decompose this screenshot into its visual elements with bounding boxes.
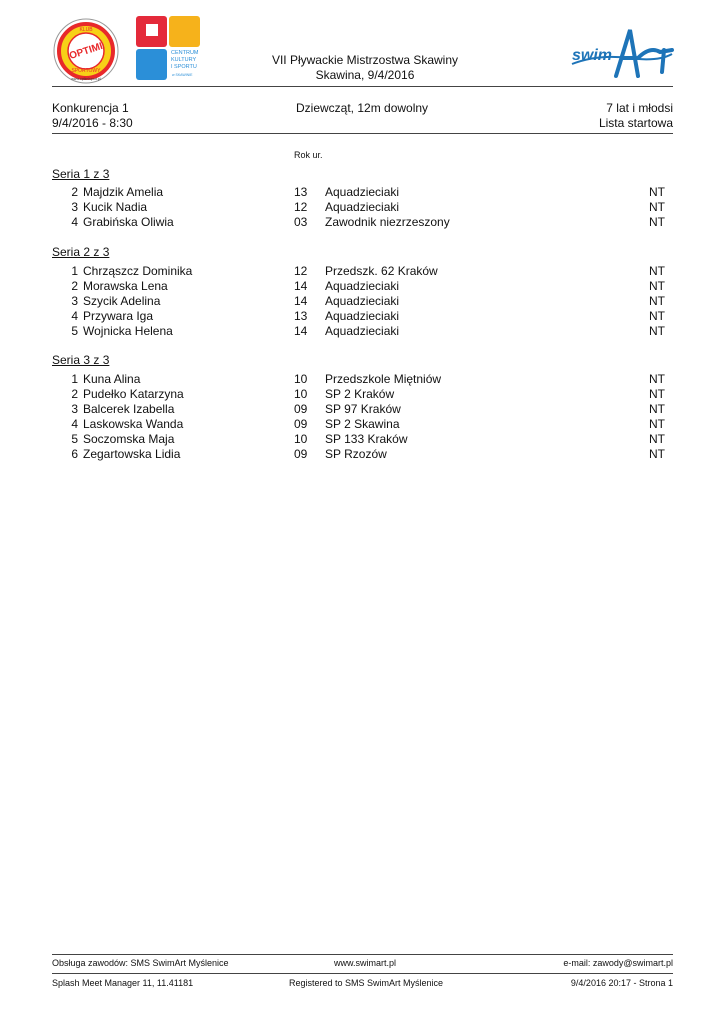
lane: 5: [71, 432, 78, 446]
birth-year: 09: [294, 447, 308, 461]
table-row: [52, 279, 673, 294]
club: Przedszk. 62 Kraków: [325, 264, 438, 278]
swimmer-name: Chrząszcz Dominika: [83, 264, 193, 278]
svg-text:w SKAWINIE: w SKAWINIE: [172, 73, 193, 77]
heat-3: [52, 353, 673, 462]
birth-year: 10: [294, 387, 308, 401]
table-row: [52, 432, 673, 447]
lane: 4: [71, 417, 78, 431]
event-number: Konkurencja 1: [52, 101, 129, 115]
birth-year: 10: [294, 432, 308, 446]
lane: 2: [71, 387, 78, 401]
footer-divider-bottom: [52, 973, 673, 974]
event-list-type: Lista startowa: [598, 116, 673, 130]
swimmer-name: Soczomska Maja: [83, 432, 175, 446]
swimmer-name: Zegartowska Lidia: [83, 447, 181, 461]
swimmer-name: Przywara Iga: [83, 309, 154, 323]
footer-service: Obsługa zawodów: SMS SwimArt Myślenice: [52, 958, 229, 968]
lane: 5: [71, 324, 78, 338]
swimmer-name: Kuna Alina: [83, 372, 141, 386]
birth-year: 14: [294, 294, 308, 308]
club: Aquadzieciaki: [325, 324, 400, 338]
ckis-logo: [136, 16, 202, 82]
footer-email: e-mail: zawody@swimart.pl: [563, 958, 673, 968]
event-info-right: [599, 101, 673, 131]
meet-subtitle: Skawina, 9/4/2016: [315, 68, 415, 82]
swimmer-name: Pudełko Katarzyna: [83, 387, 184, 401]
svg-text:CENTRUM: CENTRUM: [171, 50, 199, 56]
birth-year: 14: [294, 279, 308, 293]
svg-text:I SPORTU: I SPORTU: [171, 64, 197, 70]
swimmer-name: Laskowska Wanda: [83, 417, 184, 431]
svg-text:OPTIMI: OPTIMI: [68, 40, 105, 63]
club: Aquadzieciaki: [325, 185, 400, 199]
event-datetime: 9/4/2016 - 8:30: [52, 116, 133, 130]
heat-title: Seria 3 z 3: [52, 353, 110, 367]
swimart-logo: [568, 24, 676, 84]
birth-year: 10: [294, 372, 308, 386]
table-row: [52, 447, 673, 462]
swimmer-name: Kucik Nadia: [83, 200, 148, 214]
birth-year: 14: [294, 324, 308, 338]
header-divider: [52, 86, 673, 87]
meet-title: VII Pływackie Mistrzostwa Skawiny: [271, 53, 459, 67]
entry-time: NT: [649, 200, 665, 214]
birth-year: 09: [294, 417, 308, 431]
column-header-yob: Rok ur.: [294, 150, 323, 160]
svg-text:www.optimisport.pl: www.optimisport.pl: [71, 77, 101, 81]
club: Aquadzieciaki: [325, 294, 400, 308]
entry-time: NT: [649, 215, 665, 229]
club: SP 97 Kraków: [325, 402, 401, 416]
heat-title: Seria 2 z 3: [52, 245, 110, 259]
swimmer-name: Szycik Adelina: [83, 294, 161, 308]
event-info-left: [52, 101, 133, 131]
club: SP 2 Kraków: [325, 387, 395, 401]
club: Aquadzieciaki: [325, 309, 400, 323]
heat-title: Seria 1 z 3: [52, 167, 110, 181]
meet-title-block: [220, 53, 510, 83]
birth-year: 13: [294, 185, 308, 199]
lane: 2: [71, 185, 78, 199]
birth-year: 12: [294, 264, 308, 278]
footer-software: Splash Meet Manager 11, 11.41181: [52, 978, 194, 988]
table-row: [52, 309, 673, 324]
swimmer-name: Majdzik Amelia: [83, 185, 164, 199]
lane: 1: [71, 264, 78, 278]
table-row: [52, 387, 673, 402]
birth-year: 03: [294, 215, 308, 229]
table-row: [52, 402, 673, 417]
event-age-group: 7 lat i młodsi: [606, 101, 673, 115]
club: SP Rzozów: [325, 447, 387, 461]
heat-1: [52, 167, 673, 230]
entry-time: NT: [649, 432, 665, 446]
lane: 3: [71, 294, 78, 308]
optimi-logo: [52, 18, 120, 84]
birth-year: 12: [294, 200, 308, 214]
table-row: [52, 372, 673, 387]
entry-time: NT: [649, 279, 665, 293]
table-row: [52, 185, 673, 200]
table-row: [52, 324, 673, 339]
lane: 1: [71, 372, 78, 386]
table-row: [52, 264, 673, 279]
club: Przedszkole Miętniów: [325, 372, 442, 386]
svg-text:SPORTOWY: SPORTOWY: [71, 68, 101, 74]
swimmer-name: Morawska Lena: [83, 279, 168, 293]
svg-text:KLUB: KLUB: [79, 27, 93, 33]
heat-2: [52, 245, 673, 339]
entry-time: NT: [649, 387, 665, 401]
footer-printed: 9/4/2016 20:17 - Strona 1: [570, 978, 673, 988]
table-row: [52, 200, 673, 215]
entry-time: NT: [649, 309, 665, 323]
club: Aquadzieciaki: [325, 200, 400, 214]
lane: 4: [71, 215, 78, 229]
lane: 3: [71, 402, 78, 416]
swimmer-name: Wojnicka Helena: [83, 324, 173, 338]
entry-time: NT: [649, 372, 665, 386]
entry-time: NT: [649, 447, 665, 461]
table-row: [52, 215, 673, 230]
entry-time: NT: [649, 417, 665, 431]
club: Zawodnik niezrzeszony: [325, 215, 450, 229]
event-name: Dziewcząt, 12m dowolny: [296, 101, 429, 115]
lane: 2: [71, 279, 78, 293]
svg-text:swim: swim: [572, 47, 613, 64]
footer-divider-top: [52, 954, 673, 955]
footer-registered: Registered to SMS SwimArt Myślenice: [289, 978, 444, 988]
club: SP 133 Kraków: [325, 432, 408, 446]
entry-time: NT: [649, 264, 665, 278]
lane: 6: [71, 447, 78, 461]
entry-time: NT: [649, 402, 665, 416]
table-row: [52, 417, 673, 432]
birth-year: 09: [294, 402, 308, 416]
lane: 4: [71, 309, 78, 323]
birth-year: 13: [294, 309, 308, 323]
swimmer-name: Balcerek Izabella: [83, 402, 175, 416]
club: Aquadzieciaki: [325, 279, 400, 293]
club: SP 2 Skawina: [325, 417, 400, 431]
lane: 3: [71, 200, 78, 214]
svg-text:ART: [628, 81, 629, 82]
entry-time: NT: [649, 294, 665, 308]
swimmer-name: Grabińska Oliwia: [83, 215, 174, 229]
svg-text:KULTURY: KULTURY: [171, 57, 197, 63]
event-divider: [52, 133, 673, 134]
entry-time: NT: [649, 185, 665, 199]
entry-time: NT: [649, 324, 665, 338]
footer-website: www.swimart.pl: [334, 958, 397, 968]
table-row: [52, 294, 673, 309]
